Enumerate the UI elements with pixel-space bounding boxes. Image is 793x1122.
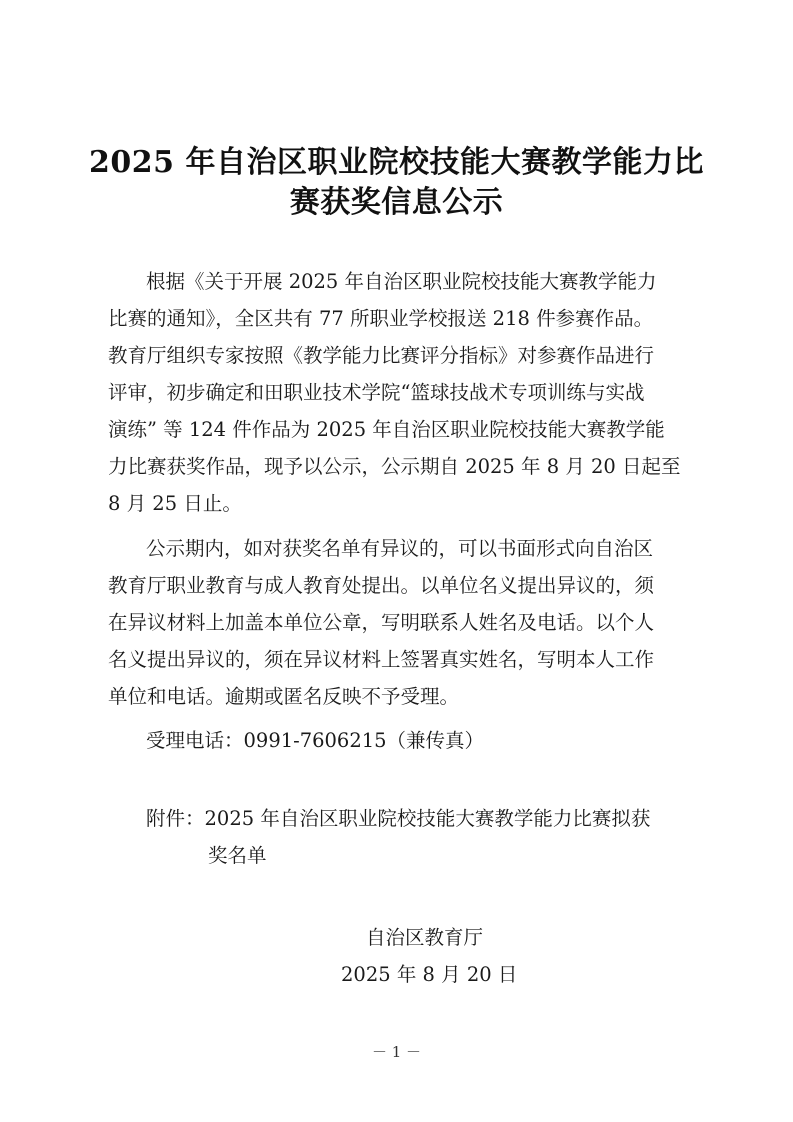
paragraph-line: 名义提出异议的，须在异议材料上签署真实姓名，写明本人工作 bbox=[108, 648, 655, 671]
paragraph-line: 公示期内，如对获奖名单有异议的，可以书面形式向自治区 bbox=[146, 537, 654, 560]
document-title-line-1: 2025 年自治区职业院校技能大赛教学能力比 bbox=[89, 145, 704, 180]
paragraph-line: 8 月 25 日止。 bbox=[108, 492, 242, 515]
paragraph-line: 在异议材料上加盖本单位公章，写明联系人姓名及电话。以个人 bbox=[108, 611, 655, 634]
document-title-line-2: 赛获奖信息公示 bbox=[289, 185, 504, 220]
page-number: － 1 － bbox=[371, 1043, 422, 1061]
paragraph-line: 教育厅组织专家按照《教学能力比赛评分指标》对参赛作品进行 bbox=[108, 344, 655, 367]
paragraph-line: 评审，初步确定和田职业技术学院“篮球技战术专项训练与实战 bbox=[108, 381, 645, 404]
contact-phone: 受理电话：0991-7606215（兼传真） bbox=[146, 729, 485, 752]
paragraph-line: 根据《关于开展 2025 年自治区职业院校技能大赛教学能力 bbox=[146, 270, 657, 293]
attachment-line-2: 奖名单 bbox=[208, 844, 267, 867]
paragraph-line: 演练” 等 124 件作品为 2025 年自治区职业院校技能大赛教学能 bbox=[108, 418, 665, 441]
attachment-line-1: 附件：2025 年自治区职业院校技能大赛教学能力比赛拟获 bbox=[146, 807, 651, 830]
paragraph-line: 比赛的通知》，全区共有 77 所职业学校报送 218 件参赛作品。 bbox=[108, 307, 654, 330]
paragraph-line: 力比赛获奖作品，现予以公示，公示期自 2025 年 8 月 20 日起至 bbox=[108, 455, 681, 478]
signature-date: 2025 年 8 月 20 日 bbox=[341, 963, 518, 986]
signature-organization: 自治区教育厅 bbox=[366, 926, 484, 949]
paragraph-line: 单位和电话。逾期或匿名反映不予受理。 bbox=[108, 685, 460, 708]
paragraph-line: 教育厅职业教育与成人教育处提出。以单位名义提出异议的，须 bbox=[108, 574, 655, 597]
